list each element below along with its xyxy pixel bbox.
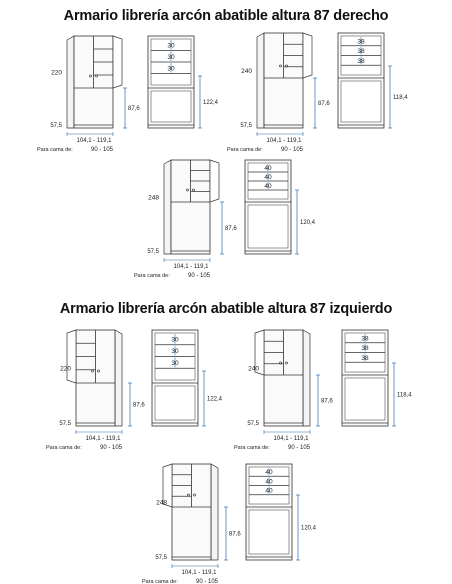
cabinet-side-panel (115, 330, 122, 426)
interior-height-label: 122,4 (207, 396, 223, 403)
depth-label: 57,5 (59, 421, 71, 427)
unit-right-240 (227, 33, 408, 153)
depth-label: 57,5 (240, 123, 252, 129)
arcon-compartment (155, 386, 195, 420)
height-label: 248 (148, 194, 159, 202)
bed-size-caption: Para cama de: (46, 445, 82, 451)
arcon-height-label: 87,6 (133, 402, 145, 409)
open-door-panel (67, 330, 76, 383)
arcon-height-label: 87,6 (128, 106, 140, 112)
arcon-height-label: 87,6 (225, 226, 237, 232)
bed-size-values: 90 - 105 (100, 445, 123, 451)
depth-label: 57,5 (50, 123, 62, 129)
shelf-gap-label: 30 (167, 53, 175, 61)
arcon-compartment (249, 510, 289, 554)
cabinet-side-panel (211, 464, 218, 560)
arcon-height-label: 87,6 (318, 101, 330, 107)
interior-height-label: 120,4 (301, 525, 317, 532)
unit-right-248 (134, 160, 316, 279)
height-label: 220 (60, 365, 71, 373)
unit-right-220 (37, 36, 219, 153)
shelf-gap-label: 38 (361, 335, 369, 343)
width-range-label: 104,1 - 119,1 (273, 436, 309, 442)
depth-label: 57,5 (147, 249, 159, 255)
shelf-gap-label: 40 (264, 183, 272, 190)
open-door-panel (210, 160, 219, 202)
shelf-gap-label: 38 (357, 57, 365, 65)
shelf-gap-label: 40 (264, 174, 272, 181)
section-title-right: Armario librería arcón abatible altura 87 derecho (63, 8, 389, 24)
shelf-gap-label: 38 (361, 354, 369, 362)
depth-label: 57,5 (247, 421, 259, 427)
shelf-gap-label: 30 (171, 348, 179, 356)
height-label: 240 (248, 365, 259, 373)
shelf-gap-label: 38 (357, 48, 365, 56)
cabinet-side-panel (303, 330, 310, 426)
bed-size-values: 90 - 105 (188, 273, 211, 279)
interior-height-label: 118,4 (393, 95, 408, 101)
open-door-panel (303, 33, 312, 78)
arcon-compartment (345, 378, 385, 420)
section-title-left: Armario librería arcón abatible altura 87 izquierdo (59, 301, 393, 317)
cabinet-side-panel (67, 36, 74, 128)
width-range-label: 104,1 - 119,1 (266, 138, 302, 144)
height-label: 240 (241, 67, 252, 75)
shelf-gap-label: 40 (265, 487, 273, 495)
shelf-gap-label: 30 (171, 336, 179, 344)
bed-size-caption: Para cama de: (142, 579, 178, 584)
arcon-compartment (248, 205, 288, 248)
shelf-gap-label: 38 (361, 345, 369, 353)
depth-label: 57,5 (155, 555, 167, 561)
arcon-compartment (151, 91, 191, 122)
width-range-label: 104,1 - 119,1 (181, 570, 217, 576)
width-range-label: 104,1 - 119,1 (76, 138, 112, 144)
bed-size-values: 90 - 105 (288, 445, 311, 451)
bed-size-caption: Para cama de: (134, 273, 170, 279)
arcon-compartment (341, 81, 381, 122)
shelf-gap-label: 30 (171, 359, 179, 367)
bed-size-caption: Para cama de: (234, 445, 270, 451)
width-range-label: 104,1 - 119,1 (85, 436, 121, 442)
interior-height-label: 118,4 (397, 392, 412, 399)
width-range-label: 104,1 - 119,1 (173, 264, 209, 270)
interior-height-label: 120,4 (300, 220, 316, 226)
unit-left-240 (234, 330, 412, 451)
cabinet-side-panel (164, 160, 171, 254)
arcon-height-label: 87,6 (321, 398, 333, 405)
cabinet-side-panel (257, 33, 264, 128)
interior-height-label: 122,4 (203, 100, 219, 106)
height-label: 220 (51, 69, 62, 77)
bed-size-values: 90 - 105 (91, 147, 114, 153)
shelf-gap-label: 38 (357, 38, 365, 46)
shelf-gap-label: 30 (167, 65, 175, 73)
unit-left-220 (46, 330, 223, 451)
shelf-gap-label: 40 (265, 469, 273, 477)
unit-left-248 (142, 464, 317, 584)
bed-size-caption: Para cama de: (227, 147, 263, 153)
shelf-gap-label: 40 (264, 165, 272, 172)
shelf-gap-label: 30 (167, 42, 175, 50)
bed-size-values: 90 - 105 (281, 147, 304, 153)
bed-size-values: 90 - 105 (196, 579, 219, 584)
bed-size-caption: Para cama de: (37, 147, 73, 153)
open-door-panel (113, 36, 122, 88)
arcon-height-label: 87,6 (229, 531, 241, 538)
shelf-gap-label: 40 (265, 478, 273, 486)
height-label: 248 (156, 499, 167, 507)
